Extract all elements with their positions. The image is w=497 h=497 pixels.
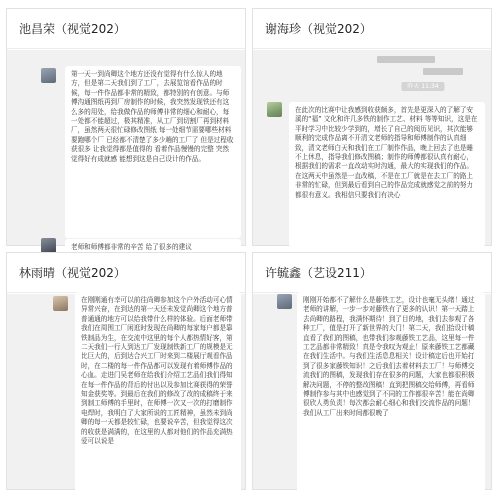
redacted-block <box>423 68 463 75</box>
panel-title: 池昌荣（视觉202） <box>7 9 245 49</box>
redacted-block <box>377 56 435 63</box>
avatar <box>267 102 282 117</box>
chat-panel-3 <box>6 252 246 490</box>
panel-title: 林雨晴（视觉202） <box>7 253 245 293</box>
message-bubble: 第一天一到尚卿这个地方还没有觉得有什么惊人的地方，但是第二天我们到了工厂，去展览馆看作品的时候，每一件作品都非常的精致，都特别的有创意。与师傅沟通图纸再到厂房制作的时候，我突然发现铁还有这么多的用处，给我做作品的师傅非常的细心和耐心，每一处都不能超过，极其精准，从工厂到切割厂再到材料厂，虽然两天很忙碌修改图纸 每一处细节需要哪些材料 要跑哪个厂 已经都不清楚了多少趟的工厂了 但是过程收获很多 让我觉得都是值得的 看着作品慢慢的完整 突然觉得好有成就感 能想到这是自己设计的作品。 <box>65 66 241 238</box>
panel-title: 谢海珍（视觉202） <box>253 9 491 49</box>
avatar <box>41 68 56 83</box>
panel-title: 许毓鑫（艺设211） <box>253 253 491 293</box>
chat-area <box>7 50 245 251</box>
timestamp: 昨天 11:34 <box>401 82 444 91</box>
chat-panel-1 <box>6 8 246 251</box>
chat-panel-2 <box>252 8 492 246</box>
avatar <box>41 238 56 253</box>
chat-area <box>253 294 491 489</box>
chat-area <box>7 294 245 489</box>
message-bubble: 老师和师傅都非常的辛苦 给了很多的建议 <box>65 239 241 259</box>
chat-panel-4 <box>252 252 492 490</box>
message-bubble: 在刚刚通有幸可以前往尚卿参加这个户外活动可心情异常兴奋，在到达的第一天还未发觉尚卿这个地方普普通通的地方可以给我带什么样的体验。后面老师带我们在周围工厂闲逛时发现在尚卿的每家每户都是靠铁制品为生，在交流中这里的每个人都热情好客，第二天我们一行人到达工厂发现制铁新工厂的规模是无比巨大的，后到达合兴工厂时来到二楼展厅观看作品时，在二楼的每一件作品都可以发现有着师傅作品的心血。走进门吴老师在给我们介绍工艺品们我们得知在每一件作品的背后的付出以及参加比赛获得的荣誉知金获奖等。到最后在我们的修改了改的成稿终于来到制工师傅的手里时，在师傅一次又一次的打磨制作电焊时，我明白了大家所说的工匠精神，虽然未到尚卿的每一天都是较忙碌，也要说辛苦，但我觉得这次的收获是满满的，在这里的人都对他们的作品充满热爱可以说是 <box>75 292 241 494</box>
message-bubble: 刚刚开始都不了解什么是藤铁工艺，设计也毫无头绪！通过老师的讲解，一步一步对藤铁有了更多的认识！第一天踏上去尚卿的路程，我满怀期待！到了目的地，我们去参观了各种工厂，值是打开了新世界的大门！第二天，我们拾设计稿直看了我们的图稿，也带我们参观藤铁工艺品，这里每一件工艺品都非常精致！真是令我叹为观止！原来藤铁工艺都藏在我们生活中。与我们生活息息相关！设计稿定后也开始打到了很多家藤铁知识！之后我们去着材料去工厂！与师傅交流我们的图稿，发现我们存在很多的问题，大家也都很积极解决问题，不停的整改图稿！直到把图稿交给师傅，再看师傅制作参与其中也感觉到了不同的工作都很辛苦！能在尚卿很欣人勇负责！每次都会耐心细心和我们交流作品的问题！我们从工厂出来时间都很晚了 <box>297 292 485 494</box>
avatar <box>277 294 292 309</box>
avatar <box>53 296 68 311</box>
message-bubble: 在此次的比赛中让我感到收获颇多，首先是更深入的了解了安溪的“福” 文化和许几多铁的制作工艺、材料 等等知识，这是在平时学习中比较少学到的，增长了自己的阅历见识，其次能够顺利的完成作品离不开清文老师的指导和师傅制作的认真细致，清文老师白天和我们在工厂制作作品，晚上回去了也是睡不上休息，指导我们修改图稿；制作的师傅都很认真有耐心，根据我们的需求一直改动实时沟通，最大的实现我们的作品。在这两天中虽然是一直改稿，不是在工厂就是在去工厂的路上非常的忙碌，但到最后看到自己的作品完成就感觉之前的努力都很有意义。我相信只要我们有决心 <box>289 102 485 247</box>
chat-area <box>253 50 491 245</box>
